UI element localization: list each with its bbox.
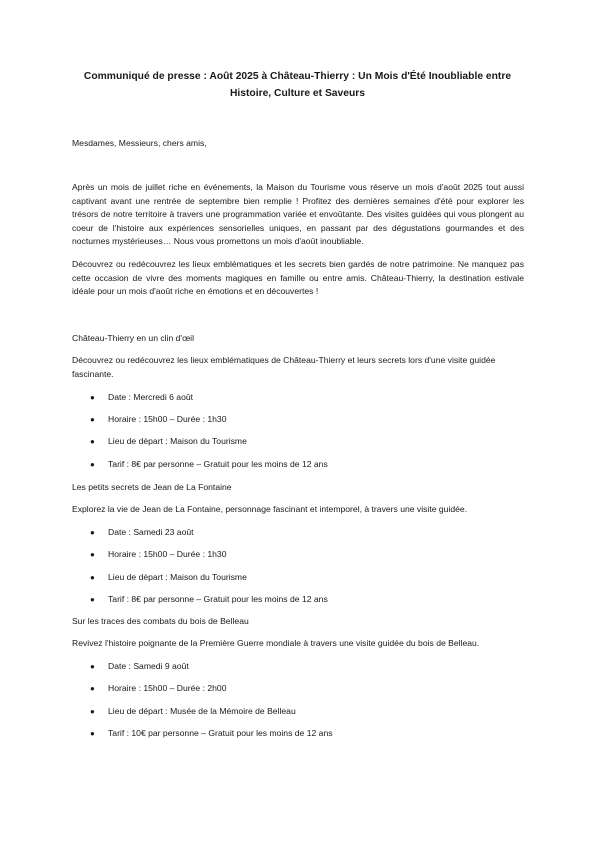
bullet-icon: ● — [90, 573, 95, 582]
event-detail: Date : Samedi 23 août — [108, 527, 194, 537]
intro-paragraph-1: Après un mois de juillet riche en événements, la Maison du Tourisme vous réserve un mois d'août 2025 tout aussi captivant avant une rentrée de septembre bien remplie ! Profitez des dernières semaines d'été pour explorer les trésors de notre territoire à travers une programmation variée et envoûtante. Des visites guidées qui vous plongent au coeur de l'histoire aux expériences sensorielles uniques, en passant par des dégustations gourmandes et des nocturnes mystérieuses… Nous vous promettons un mois d'août inoubliable. — [72, 182, 524, 246]
greeting: Mesdames, Messieurs, chers amis, — [72, 138, 207, 148]
event-description: Explorez la vie de Jean de La Fontaine, personnage fascinant et intemporel, à travers une visite guidée. — [72, 504, 468, 514]
event-detail: Date : Samedi 9 août — [108, 661, 189, 671]
bullet-icon: ● — [90, 684, 95, 693]
event-detail: Tarif : 8€ par personne – Gratuit pour les moins de 12 ans — [108, 594, 328, 604]
event-detail: Horaire : 15h00 – Durée : 1h30 — [108, 549, 227, 559]
bullet-icon: ● — [90, 707, 95, 716]
bullet-icon: ● — [90, 528, 95, 537]
bullet-icon: ● — [90, 550, 95, 559]
bullet-icon: ● — [90, 595, 95, 604]
event-description: Revivez l'histoire poignante de la Première Guerre mondiale à travers une visite guidée du bois de Belleau. — [72, 638, 480, 648]
event-heading: Les petits secrets de Jean de La Fontaine — [72, 482, 232, 492]
document-title: Communiqué de presse : Août 2025 à Château-Thierry : Un Mois d'Été Inoubliable entre Histoire, Culture et Saveurs — [83, 71, 512, 99]
intro-paragraph-2: Découvrez ou redécouvrez les lieux emblématiques et les secrets bien gardés de notre patrimoine. Ne manquez pas cette occasion de vivre des moments magiques en famille ou entre amis. Château-Thierry, la destination estivale idéale pour un mois d'août riche en émotions et en découvertes ! — [72, 259, 524, 296]
bullet-icon: ● — [90, 415, 95, 424]
event-detail: Horaire : 15h00 – Durée : 1h30 — [108, 414, 227, 424]
event-detail: Lieu de départ : Musée de la Mémoire de Belleau — [108, 706, 296, 716]
event-detail: Horaire : 15h00 – Durée : 2h00 — [108, 683, 227, 693]
event-detail: Date : Mercredi 6 août — [108, 392, 194, 402]
event-heading: Château-Thierry en un clin d'œil — [72, 333, 195, 343]
event-detail: Lieu de départ : Maison du Tourisme — [108, 572, 247, 582]
event-description: Découvrez ou redécouvrez les lieux emblématiques de Château-Thierry et leurs secrets lors d'une visite guidée fascinante. — [72, 355, 496, 379]
bullet-icon: ● — [90, 460, 95, 469]
event-heading: Sur les traces des combats du bois de Belleau — [72, 616, 249, 626]
bullet-icon: ● — [90, 437, 95, 446]
event-detail: Tarif : 10€ par personne – Gratuit pour les moins de 12 ans — [108, 728, 333, 738]
bullet-icon: ● — [90, 729, 95, 738]
bullet-icon: ● — [90, 662, 95, 671]
bullet-icon: ● — [90, 393, 95, 402]
event-detail: Lieu de départ : Maison du Tourisme — [108, 436, 247, 446]
event-detail: Tarif : 8€ par personne – Gratuit pour les moins de 12 ans — [108, 459, 328, 469]
